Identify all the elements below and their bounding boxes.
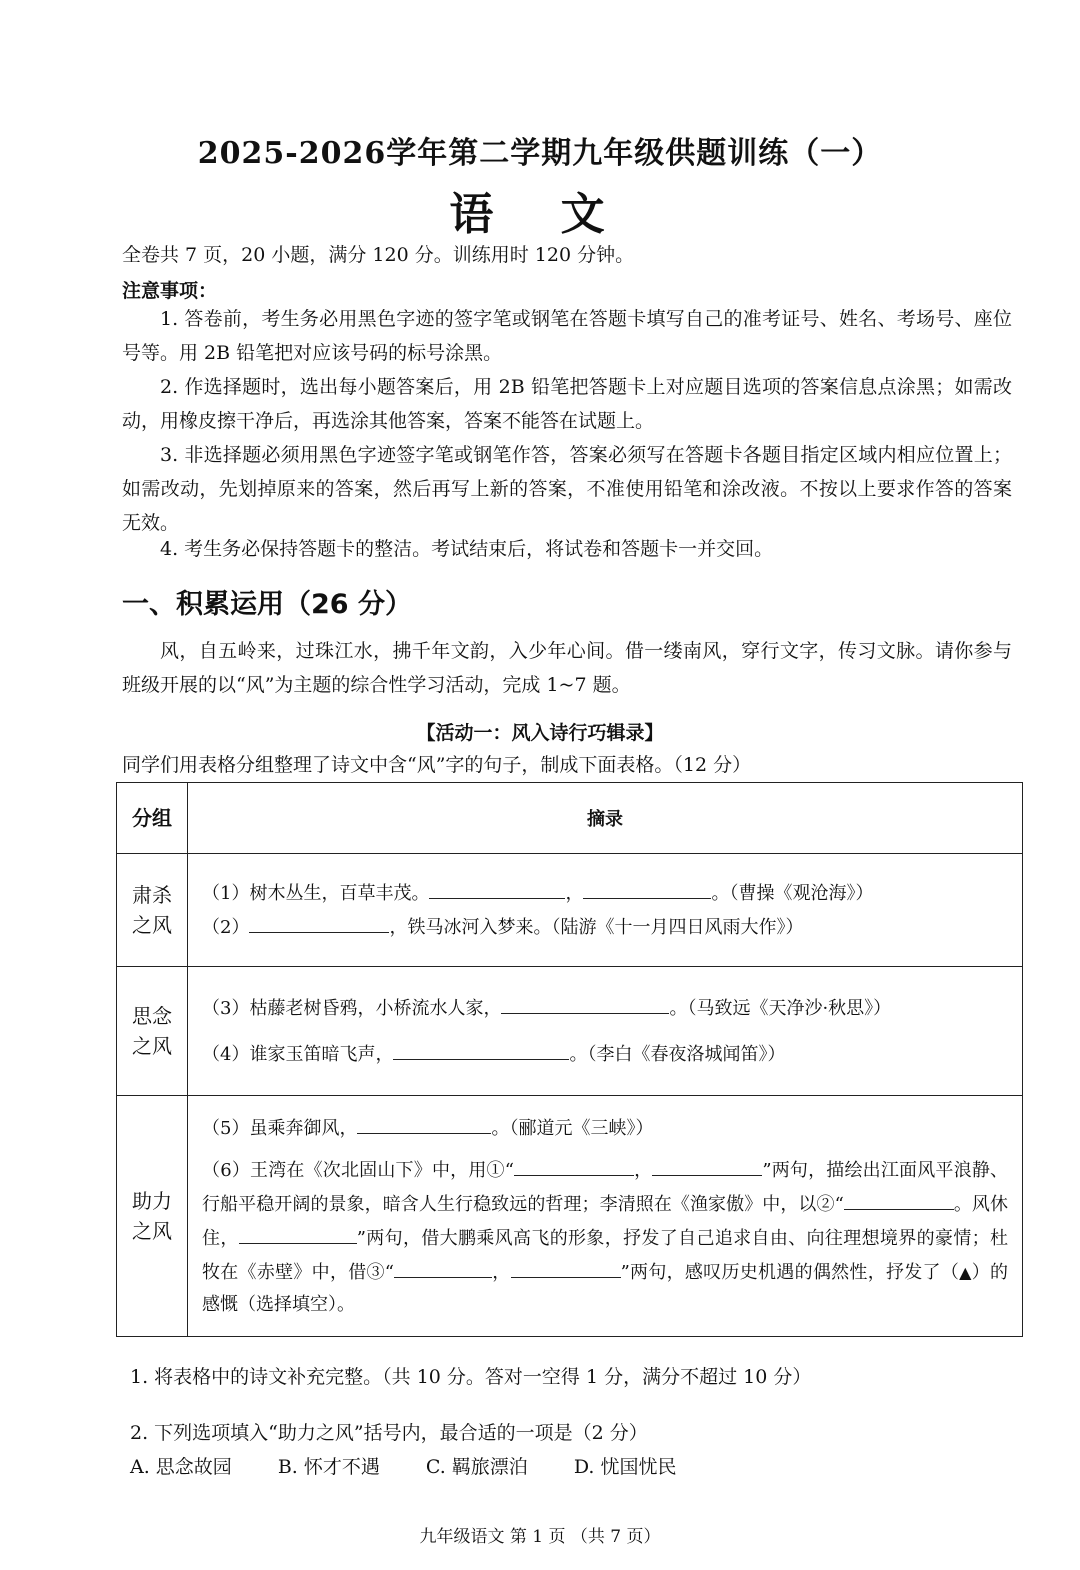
group-name: 助力之风 (117, 1096, 188, 1337)
text: （4）谁家玉笛暗飞声， (202, 1044, 394, 1065)
triangle-icon: ▲ (959, 1263, 972, 1282)
exam-overview: 全卷共 7 页，20 小题，满分 120 分。训练用时 120 分钟。 (122, 244, 635, 266)
option-a[interactable]: A. 思念故园 (130, 1456, 232, 1478)
blank-answer[interactable] (501, 991, 669, 1014)
excerpt-table (116, 782, 1023, 1337)
text: ”两句，描绘出江面风平浪静、行船平稳开阔的景象，暗含人生行稳致远的哲理；李清照在《渔家傲》中，以②“ (202, 1160, 1009, 1215)
section-intro: 风，自五岭来，过珠江水，拂千年文韵，入少年心间。借一缕南风，穿行文字，传习文脉。请你参与班级开展的以“风”为主题的综合性学习活动，完成 1~7 题。 (122, 640, 1012, 696)
text: （3）枯藤老树昏鸦，小桥流水人家， (202, 998, 502, 1019)
text: （6）王湾在《次北固山下》中，用①“ (202, 1160, 514, 1181)
question-2-options (130, 1452, 830, 1479)
option-d[interactable]: D. 忧国忧民 (573, 1456, 677, 1478)
excerpt-cell (188, 1096, 1023, 1337)
excerpt-cell (188, 854, 1023, 967)
activity-title: 【活动一：风入诗行巧辑录】 (416, 722, 664, 744)
text: ”两句，借大鹏乘风高飞的形象，抒发了自己追求自由、向往理想境界的豪情；杜牧在《赤壁》中，借③“ (202, 1228, 1009, 1283)
blank-answer[interactable] (239, 1221, 357, 1244)
blank-answer[interactable] (844, 1187, 954, 1210)
notice-item-2: 2. 作选择题时，选出每小题答案后，用 2B 铅笔把答题卡上对应题目选项的答案信息点涂黑；如需改动，用橡皮擦干净后，再选涂其他答案，答案不能答在试题上。 (122, 376, 1012, 432)
blank-answer[interactable] (511, 1255, 621, 1278)
text: ，铁马冰河入梦来。（陆游《十一月四日风雨大作》） (389, 917, 804, 938)
table-intro: 同学们用表格分组整理了诗文中含“风”字的句子，制成下面表格。（12 分） (122, 754, 752, 776)
notice-title: 注意事项： (122, 280, 218, 302)
option-c[interactable]: C. 羁旅漂泊 (425, 1456, 528, 1478)
text: 。风休住， (202, 1194, 1009, 1249)
question-1: 1. 将表格中的诗文补充完整。（共 10 分。答对一空得 1 分，满分不超过 10 分） (130, 1366, 812, 1388)
notice-item-3: 3. 非选择题必须用黑色字迹签字笔或钢笔作答，答案必须写在答题卡各题目指定区域内相应位置上；如需改动，先划掉原来的答案，然后再写上新的答案，不准使用铅笔和涂改液。不按以上要求作答的答案无效。 (122, 444, 1012, 534)
table-row (117, 1096, 1023, 1337)
text: （2） (202, 917, 250, 938)
header-excerpt: 摘录 (188, 783, 1023, 854)
text: 。（曹操《观沧海》） (711, 883, 874, 904)
subject-title: 语 文 (449, 189, 631, 240)
text: 。（郦道元《三峡》） (491, 1118, 654, 1139)
option-b[interactable]: B. 怀才不遇 (277, 1456, 380, 1478)
exam-title: 2025-2026学年第二学期九年级供题训练（一） (197, 136, 883, 171)
notice-item-1: 1. 答卷前，考生务必用黑色字迹的签字笔或钢笔在答题卡填写自己的准考证号、姓名、考场号、座位号等。用 2B 铅笔把对应该号码的标号涂黑。 (122, 308, 1012, 364)
text: 。（李白《春夜洛城闻笛》） (569, 1044, 786, 1065)
text: （5）虽乘奔御风， (202, 1118, 358, 1139)
table-row (117, 967, 1023, 1096)
blank-answer[interactable] (393, 1037, 569, 1060)
group-name: 肃杀之风 (117, 854, 188, 967)
text: ”两句，感叹历史机遇的偶然性，抒发了（ (620, 1262, 960, 1283)
excerpt-cell (188, 967, 1023, 1096)
text: 。（马致远《天净沙·秋思》） (669, 998, 892, 1019)
blank-answer[interactable] (249, 910, 389, 933)
text: ， (565, 883, 584, 904)
text: ， (492, 1262, 511, 1283)
blank-answer[interactable] (394, 1255, 492, 1278)
notice-item-4: 4. 考生务必保持答题卡的整洁。考试结束后，将试卷和答题卡一并交回。 (160, 538, 774, 560)
page-footer: 九年级语文 第 1 页 （共 7 页） (419, 1527, 661, 1547)
blank-answer[interactable] (357, 1111, 491, 1134)
text: ）的感慨（选择填空）。 (202, 1262, 1008, 1315)
text: （1）树木丛生，百草丰茂。 (202, 883, 430, 904)
blank-answer[interactable] (429, 876, 565, 899)
blank-answer[interactable] (514, 1153, 634, 1176)
group-name: 思念之风 (117, 967, 188, 1096)
table-row (117, 854, 1023, 967)
header-group: 分组 (117, 783, 188, 854)
text: ， (633, 1160, 653, 1181)
section-title: 一、积累运用（26 分） (122, 589, 412, 620)
blank-answer[interactable] (583, 876, 711, 899)
question-2: 2. 下列选项填入“助力之风”括号内，最合适的一项是（2 分） (130, 1422, 648, 1444)
blank-answer[interactable] (652, 1153, 762, 1176)
